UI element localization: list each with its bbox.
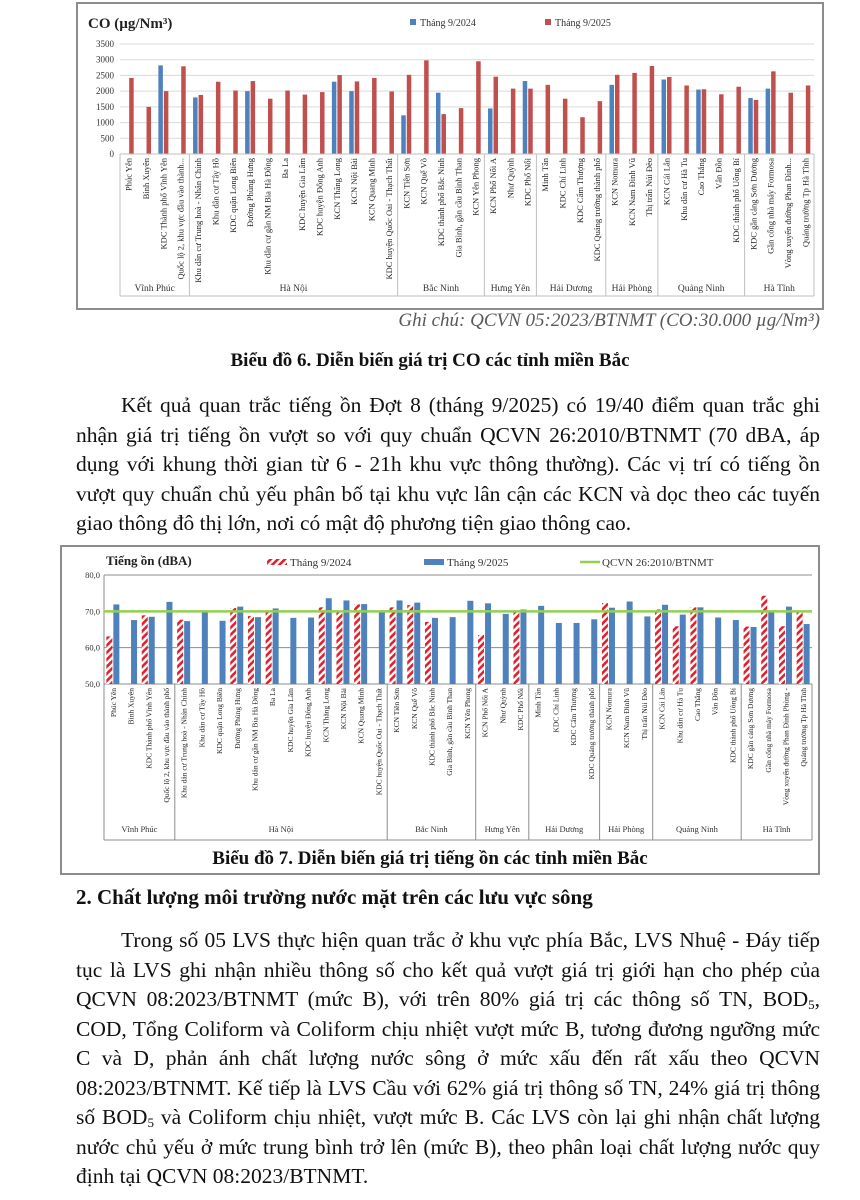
bar-2025 — [216, 82, 221, 154]
noise-paragraph: Kết quả quan trắc tiếng ồn Đợt 8 (tháng 9/2025) có 19/40 điểm quan trắc ghi nhận giá trị tiếng ồn vượt so với quy chuẩn QCVN 26:2010/BTNMT (70 dBA, áp dụng với khung thời gian từ 6 - 21h khu vực thông thường). Các vị trí có tiếng ồn vượt quy chuẩn chủ yếu phân bố tại khu vực lân cận các KCN và dọc theo các tuyến giao thông đô thị lớn, nơi có mật độ phương tiện giao thông cao. — [76, 393, 820, 535]
bar-2025 — [255, 617, 261, 684]
bar-2024 — [696, 90, 701, 154]
x-category-label: Như Quỳnh — [505, 158, 516, 199]
group-label: Hưng Yên — [484, 824, 520, 834]
paragraph-text: , COD, Tổng Coliform và Coliform chịu nhiệt vượt mức B, tương đương ngưỡng mức C và D, phản ánh chất lượng nước sông ở mức xấu đến rất xấu theo QCVN 08:2023/BTNMT. Kế tiếp là LVS Cầu với 62% giá trị thông số TN, 24% giá trị thông số BOD — [76, 987, 820, 1129]
group-label: Quảng Ninh — [676, 824, 718, 834]
bar-2025 — [736, 87, 741, 154]
x-category-label: Thị trấn Núi Đèo — [644, 158, 655, 217]
chart-7-caption: Biểu đồ 7. Diễn biến giá trị tiếng ồn các tỉnh miền Bắc — [212, 848, 648, 869]
bar-2024 — [488, 108, 493, 154]
x-category-label: KDC huyện Đông Anh — [314, 158, 325, 237]
bar-2024 — [602, 603, 608, 684]
legend-label: Tháng 9/2024 — [420, 18, 476, 29]
bar-2025 — [379, 612, 385, 684]
bar-2024 — [673, 626, 679, 684]
x-category-label: Vân Đồn — [713, 158, 724, 189]
bar-2025 — [632, 73, 637, 154]
bar-2024 — [142, 615, 148, 684]
x-category-label: Gần cổng nhà máy Formosa — [765, 158, 776, 254]
bar-2025 — [308, 618, 314, 684]
bar-2024 — [177, 620, 183, 684]
bar-2024 — [245, 91, 250, 154]
bar-2024 — [690, 607, 696, 684]
x-category-label: KDC thành phố Bắc Ninh — [427, 688, 437, 766]
x-category-label: Khu dân cư Hà Tu — [675, 688, 685, 744]
bar-2024 — [748, 98, 753, 154]
bar-2024 — [609, 85, 614, 154]
bar-2024 — [425, 622, 431, 684]
x-category-label: Phúc Yên — [108, 688, 118, 718]
x-category-label: KCN Tiên Sơn — [392, 688, 402, 733]
x-category-label: KDC thành phố Uông Bí — [728, 688, 738, 763]
bar-2025 — [476, 61, 481, 154]
x-category-label: KDC Thành phố Vĩnh Yên — [144, 688, 154, 769]
x-category-label: Như Quỳnh — [498, 688, 508, 724]
x-category-label: KDC Chí Linh — [551, 688, 561, 733]
section-heading: 2. Chất lượng môi trường nước mặt trên các lưu vực sông — [76, 885, 593, 909]
bar-2025 — [285, 91, 290, 154]
bar-2025 — [220, 621, 226, 684]
x-category-label: Ba La — [268, 688, 278, 707]
bar-2024 — [513, 612, 519, 684]
bar-2025 — [290, 618, 296, 684]
bar-2025 — [788, 93, 793, 154]
group-label: Hải Phòng — [608, 824, 645, 834]
bar-2024 — [761, 596, 767, 684]
legend-label: QCVN 26:2010/BTNMT — [602, 557, 714, 569]
x-category-label: Quốc lộ 2, khu vực đầu vào thành... — [175, 158, 186, 280]
x-category-label: KDC Quảng trường thành phố — [592, 158, 603, 262]
x-category-label: Khu dân cư gần NM Bia Hà Đông — [262, 158, 273, 275]
bar-2025 — [184, 621, 190, 684]
bar-2025 — [129, 78, 134, 154]
x-category-label: KCN Nomura — [609, 158, 620, 206]
group-label: Bắc Ninh — [415, 824, 448, 834]
bar-2025 — [650, 66, 655, 154]
x-category-label: KCN Nomura — [604, 688, 614, 731]
bar-2024 — [401, 115, 406, 154]
bar-2025 — [494, 77, 499, 154]
x-category-label: KCN Cái Lân — [657, 688, 667, 730]
x-category-label: KCN Quế Võ — [409, 688, 419, 730]
bar-2024 — [436, 93, 441, 154]
bar-2025 — [556, 623, 562, 684]
subscript: 5 — [808, 997, 815, 1012]
bar-2024 — [319, 607, 325, 684]
x-category-label: KDC thành phố Bắc Ninh — [435, 158, 446, 247]
bar-2024 — [523, 81, 528, 154]
y-tick-label: 3500 — [96, 39, 114, 49]
water-quality-paragraph — [76, 926, 820, 1192]
bar-2025 — [181, 66, 186, 154]
y-tick-label: 1500 — [96, 101, 114, 112]
x-category-label: KDC thành phố Uông Bí — [730, 158, 741, 243]
bar-2025 — [644, 616, 650, 684]
bar-2025 — [615, 75, 620, 154]
bar-2025 — [303, 95, 308, 154]
bar-2025 — [591, 619, 597, 684]
y-tick-label: 60,0 — [85, 642, 100, 653]
noise-chart-plot — [62, 547, 818, 847]
x-category-label: KCN Phố Nối A — [488, 158, 499, 214]
x-category-label: KCN Nam Đình Vũ — [622, 688, 632, 749]
bar-2025 — [680, 615, 686, 684]
group-label: Hải Dương — [549, 284, 593, 294]
bar-2025 — [414, 603, 420, 684]
bar-2025 — [598, 101, 603, 154]
bar-2025 — [520, 610, 526, 684]
x-category-label: KDC Chí Linh — [557, 158, 568, 209]
bar-2025 — [131, 620, 137, 684]
bar-2025 — [251, 81, 256, 154]
bar-2025 — [164, 91, 169, 154]
x-category-label: Quảng trường Tp Hà Tĩnh — [800, 158, 811, 248]
bar-2025 — [485, 603, 491, 684]
bar-2025 — [407, 75, 412, 154]
x-category-label: KCN Quế Võ — [418, 158, 429, 205]
legend-label: Tháng 9/2025 — [447, 557, 509, 569]
x-category-label: KCN Nội Bài — [349, 158, 360, 205]
x-category-label: KDC gần cảng Sơn Dương — [748, 158, 759, 250]
x-category-label: KDC huyện Đông Anh — [303, 688, 313, 757]
bar-2025 — [166, 602, 172, 684]
x-category-label: Bình Xuyên — [126, 688, 136, 725]
bar-2024 — [193, 97, 198, 154]
bar-2024 — [158, 65, 163, 154]
bar-2025 — [662, 605, 668, 684]
x-category-label: KDC huyện Gia Lâm — [297, 158, 308, 231]
x-category-label: Gia Bình, gần cầu Bình Than — [453, 158, 464, 258]
group-label: Quảng Ninh — [677, 284, 725, 294]
group-label: Hải Phòng — [611, 284, 653, 294]
bar-2025 — [786, 607, 792, 684]
bar-2025 — [715, 618, 721, 684]
bar-2025 — [397, 600, 403, 684]
x-category-label: KCN Yên Phong — [462, 688, 472, 739]
bar-2024 — [230, 608, 236, 684]
x-category-label: Đường Phùng Hưng — [245, 158, 256, 227]
x-category-label: Khu dân cư Hà Tu — [678, 158, 689, 221]
legend-label: Tháng 9/2025 — [555, 18, 611, 29]
group-label: Hà Nội — [279, 284, 308, 294]
x-category-label: Quảng trường Tp Hà Tĩnh — [799, 688, 809, 767]
bar-2024 — [349, 91, 354, 154]
bar-2025 — [467, 601, 473, 684]
x-category-label: Khu dân cư Tây Hồ — [210, 158, 221, 226]
x-category-label: KDC Thành phố Vĩnh Yên — [158, 158, 169, 250]
bar-2025 — [202, 612, 208, 684]
x-category-label: Bình Xuyên — [141, 158, 152, 200]
x-category-label: Ba La — [279, 158, 290, 179]
x-category-label: KDC huyện Quốc Oai - Thạch Thất — [383, 158, 394, 280]
chart-6-caption: Biểu đồ 6. Diễn biến giá trị CO các tỉnh miền Bắc — [230, 350, 630, 371]
bar-2025 — [528, 89, 533, 154]
bar-2025 — [538, 606, 544, 684]
x-category-label: KDC Phố Nối — [515, 688, 525, 731]
x-category-label: Vòng xuyến đường Phan Đình Phùng - — [781, 688, 791, 806]
bar-2025 — [233, 91, 238, 154]
group-label: Hưng Yên — [490, 284, 531, 294]
x-category-label: KCN Quang Minh — [356, 688, 366, 744]
bar-2025 — [574, 623, 580, 684]
bar-2025 — [113, 604, 119, 684]
bar-2024 — [248, 616, 254, 684]
x-category-label: KDC quận Long Biên — [215, 688, 225, 755]
x-category-label: Khu dân cư gần NM Bia Hà Đông — [250, 688, 260, 792]
x-category-label: KDC huyện Gia Lâm — [285, 688, 295, 753]
x-category-label: KCN Yên Phong — [470, 158, 481, 216]
bar-2024 — [266, 611, 272, 684]
bar-2025 — [355, 81, 360, 154]
bar-2025 — [503, 614, 509, 684]
x-category-label: KDC Phố Nối — [522, 158, 533, 207]
x-category-label: KCN Nội Bài — [338, 688, 348, 730]
bar-2025 — [459, 108, 464, 154]
y-tick-label: 0 — [109, 149, 114, 159]
bar-2024 — [332, 82, 337, 154]
x-category-label: Thị trấn Núi Đèo — [639, 688, 649, 740]
x-category-label: KDC huyện Quốc Oai - Thạch Thất — [374, 688, 384, 796]
group-label: Hà Tĩnh — [763, 284, 795, 294]
bar-2025 — [149, 617, 155, 684]
x-category-label: Minh Tân — [533, 688, 543, 718]
bar-2025 — [754, 100, 759, 154]
bar-2025 — [667, 77, 672, 154]
x-category-label: Gia Bình, gần cầu Bình Than — [445, 688, 455, 776]
x-category-label: KCN Cái Lân — [661, 158, 672, 206]
bar-2024 — [390, 607, 396, 684]
bar-2025 — [733, 620, 739, 684]
x-category-label: KCN Quang Minh — [366, 158, 377, 222]
bar-2025 — [372, 78, 377, 154]
bar-2025 — [343, 600, 349, 684]
legend-swatch-2025 — [545, 19, 551, 25]
x-category-label: KCN Thăng Long — [321, 688, 331, 743]
x-category-label: Khu dân cư Trung hoà - Nhân Chính — [179, 688, 189, 799]
bar-2024 — [797, 612, 803, 684]
legend-swatch-2024 — [267, 559, 287, 565]
bar-2025 — [771, 71, 776, 154]
bar-2025 — [609, 608, 615, 684]
x-category-label: KCN Thăng Long — [331, 158, 342, 220]
group-label: Hà Tĩnh — [762, 824, 791, 834]
bar-2025 — [199, 95, 204, 154]
x-category-label: KCN Nam Đình Vũ — [626, 158, 637, 227]
x-category-label: KDC Cẩm Thượng — [569, 688, 579, 746]
bar-2025 — [697, 607, 703, 684]
x-category-label: KDC Quảng trường thành phố — [586, 688, 596, 780]
paragraph-text: Trong số 05 LVS thực hiện quan trắc ở khu vực phía Bắc, LVS Nhuệ - Đáy tiếp tục là LVS ghi nhận nhiều thông số cho kết quả vượt giá trị giới hạn cho phép của QCVN 08:2023/BTNMT (mức B), với trên 80% giá trị các thông số TN, BOD — [76, 928, 820, 1011]
y-tick-label: 3000 — [96, 54, 114, 65]
x-category-label: Quốc lộ 2, khu vực đầu vào thành phố — [161, 688, 171, 803]
bar-2025 — [361, 604, 367, 684]
bar-2024 — [779, 626, 785, 684]
bar-2025 — [424, 60, 429, 154]
y-tick-label: 500 — [100, 133, 114, 144]
bar-2025 — [389, 91, 394, 154]
bar-2024 — [336, 611, 342, 684]
x-category-label: Gần cổng nhà máy Formosa — [763, 688, 773, 773]
bar-2024 — [662, 80, 667, 154]
bar-2025 — [337, 75, 342, 154]
bar-2025 — [432, 618, 438, 684]
noise-chart-title: Tiếng ồn (dBA) — [106, 553, 192, 568]
x-category-label: KDC Cẩm Thượng — [574, 158, 585, 224]
x-category-label: Vân Đồn — [710, 688, 720, 716]
bar-2025 — [147, 107, 152, 154]
bar-2024 — [478, 635, 484, 684]
x-category-label: Vòng xuyến đường Phan Đình... — [782, 158, 793, 269]
group-label: Vĩnh Phúc — [121, 824, 158, 834]
group-label: Hà Nội — [268, 824, 294, 834]
co-chart-plot — [78, 4, 822, 308]
legend-swatch-2024 — [410, 19, 416, 25]
x-category-label: Cao Thắng — [696, 158, 707, 196]
bar-2025 — [320, 92, 325, 154]
group-label: Vĩnh Phúc — [134, 284, 175, 294]
legend-swatch-2025 — [424, 559, 444, 565]
bar-2025 — [751, 627, 757, 684]
bar-2025 — [546, 85, 551, 154]
group-label: Hải Dương — [545, 824, 584, 834]
x-category-label: KDC gần cảng Sơn Dương — [746, 688, 756, 770]
co-chart-title: CO (µg/Nm³) — [88, 16, 173, 32]
y-tick-label: 80,0 — [85, 570, 100, 580]
bar-2025 — [719, 94, 724, 154]
bar-2024 — [354, 604, 360, 684]
paragraph-text: và Coliform chịu nhiệt, vượt mức B. Các LVS còn lại ghi nhận chất lượng nước chủ yếu ở mức trung bình trở lên (mức B), theo phân loại chất lượng nước quy định tại QCVN 08:2023/BTNMT. — [76, 1105, 820, 1188]
x-category-label: Minh Tân — [540, 158, 551, 192]
bar-2025 — [627, 602, 633, 684]
bar-2025 — [563, 99, 568, 154]
co-chart — [76, 2, 824, 310]
x-category-label: Phúc Yên — [123, 158, 134, 191]
x-category-label: Cao Thắng — [692, 688, 702, 721]
y-tick-label: 1000 — [96, 117, 114, 128]
x-category-label: Đường Phùng Hưng — [232, 688, 242, 749]
bar-2024 — [655, 610, 661, 684]
bar-2025 — [511, 89, 516, 154]
y-tick-label: 50,0 — [85, 679, 100, 689]
legend-label: Tháng 9/2024 — [290, 557, 352, 569]
bar-2024 — [106, 636, 112, 684]
bar-2025 — [768, 611, 774, 684]
bar-2025 — [237, 607, 243, 684]
bar-2024 — [407, 605, 413, 684]
bar-2025 — [804, 624, 810, 684]
x-category-label: KCN Tiên Sơn — [401, 158, 412, 209]
co-chart-note: Ghi chú: QCVN 05:2023/BTNMT (CO:30.000 µg/Nm³) — [398, 310, 820, 331]
bar-2025 — [580, 117, 585, 154]
bar-2025 — [450, 617, 456, 684]
x-category-label: KCN Phố Nối A — [480, 688, 490, 738]
bar-2025 — [684, 85, 689, 154]
y-tick-label: 70,0 — [85, 606, 100, 617]
y-tick-label: 2500 — [96, 70, 114, 81]
bar-2025 — [702, 89, 707, 154]
co-chart-legend — [410, 18, 611, 29]
bar-2025 — [273, 608, 279, 684]
y-tick-label: 2000 — [96, 86, 114, 97]
bar-2025 — [441, 114, 446, 154]
x-category-label: Khu dân cư Trung hoà - Nhân Chính — [193, 158, 204, 283]
bar-2024 — [744, 627, 750, 684]
group-label: Bắc Ninh — [422, 284, 460, 294]
noise-chart-legend — [267, 557, 714, 569]
noise-chart — [60, 545, 820, 875]
bar-2025 — [806, 85, 811, 154]
bar-2024 — [766, 89, 771, 154]
subscript: 5 — [147, 1115, 154, 1130]
x-category-label: KDC quận Long Biên — [227, 158, 238, 233]
bar-2025 — [268, 99, 273, 154]
x-category-label: Khu dân cư Tây Hồ — [197, 688, 207, 748]
